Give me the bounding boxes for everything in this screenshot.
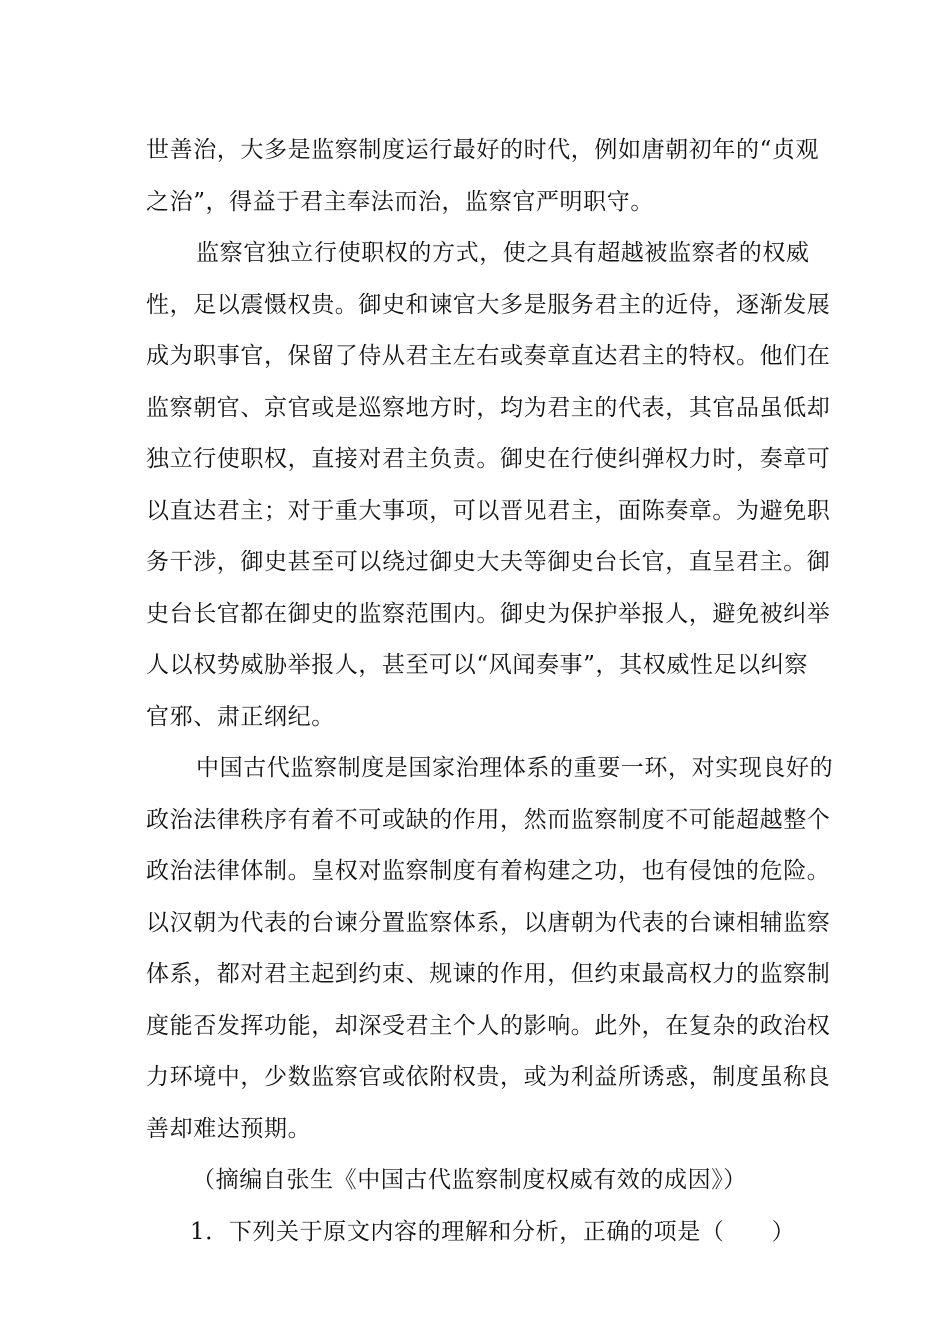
text-line: 度能否发挥功能，却深受君主个人的影响。此外，在复杂的政治权 — [146, 1013, 831, 1039]
text-line: 善却难达预期。 — [146, 1116, 312, 1142]
text-line: 性，足以震慑权贵。御史和谏官大多是服务君主的近侍，逐渐发展 — [146, 292, 831, 318]
question-1: 1．下列关于原文内容的理解和分析，正确的项是（ ） — [190, 1219, 796, 1245]
text-line: 成为职事官，保留了侍从君主左右或奏章直达君主的特权。他们在 — [146, 343, 831, 369]
text-line: 体系，都对君主起到约束、规谏的作用，但约束最高权力的监察制 — [146, 961, 831, 987]
text-line: 政治法律秩序有着不可或缺的作用，然而监察制度不可能超越整个 — [146, 807, 831, 833]
text-line: 官邪、肃正纲纪。 — [146, 704, 335, 730]
text-line: 务干涉，御史甚至可以绕过御史大夫等御史台长官，直呈君主。御 — [146, 549, 831, 575]
text-line: 之治”，得益于君主奉法而治，监察官严明职守。 — [146, 189, 654, 215]
text-line: 力环境中，少数监察官或依附权贵，或为利益所诱惑，制度虽称良 — [146, 1064, 831, 1090]
text-line: 人以权势威胁举报人，甚至可以“风闻奏事”，其权威性足以纠察 — [146, 652, 808, 678]
text-line: 独立行使职权，直接对君主负责。御史在行使纠弹权力时，奏章可 — [146, 446, 831, 472]
text-line: 世善治，大多是监察制度运行最好的时代，例如唐朝初年的“贞观 — [146, 137, 820, 163]
text-line: 以汉朝为代表的台谏分置监察体系，以唐朝为代表的台谏相辅监察 — [146, 910, 831, 936]
source-citation: （摘编自张生《中国古代监察制度权威有效的成因》） — [192, 1167, 747, 1193]
text-line: 政治法律体制。皇权对监察制度有着构建之功，也有侵蚀的危险。 — [146, 858, 831, 884]
text-line: 监察官独立行使职权的方式，使之具有超越被监察者的权威 — [196, 240, 810, 266]
text-line: 监察朝官、京官或是巡察地方时，均为君主的代表，其官品虽低却 — [146, 395, 831, 421]
text-line: 以直达君主；对于重大事项，可以晋见君主，面陈奏章。为避免职 — [146, 498, 831, 524]
text-line: 中国古代监察制度是国家治理体系的重要一环，对实现良好的 — [196, 755, 834, 781]
text-line: 史台长官都在御史的监察范围内。御史为保护举报人，避免被纠举 — [146, 601, 831, 627]
